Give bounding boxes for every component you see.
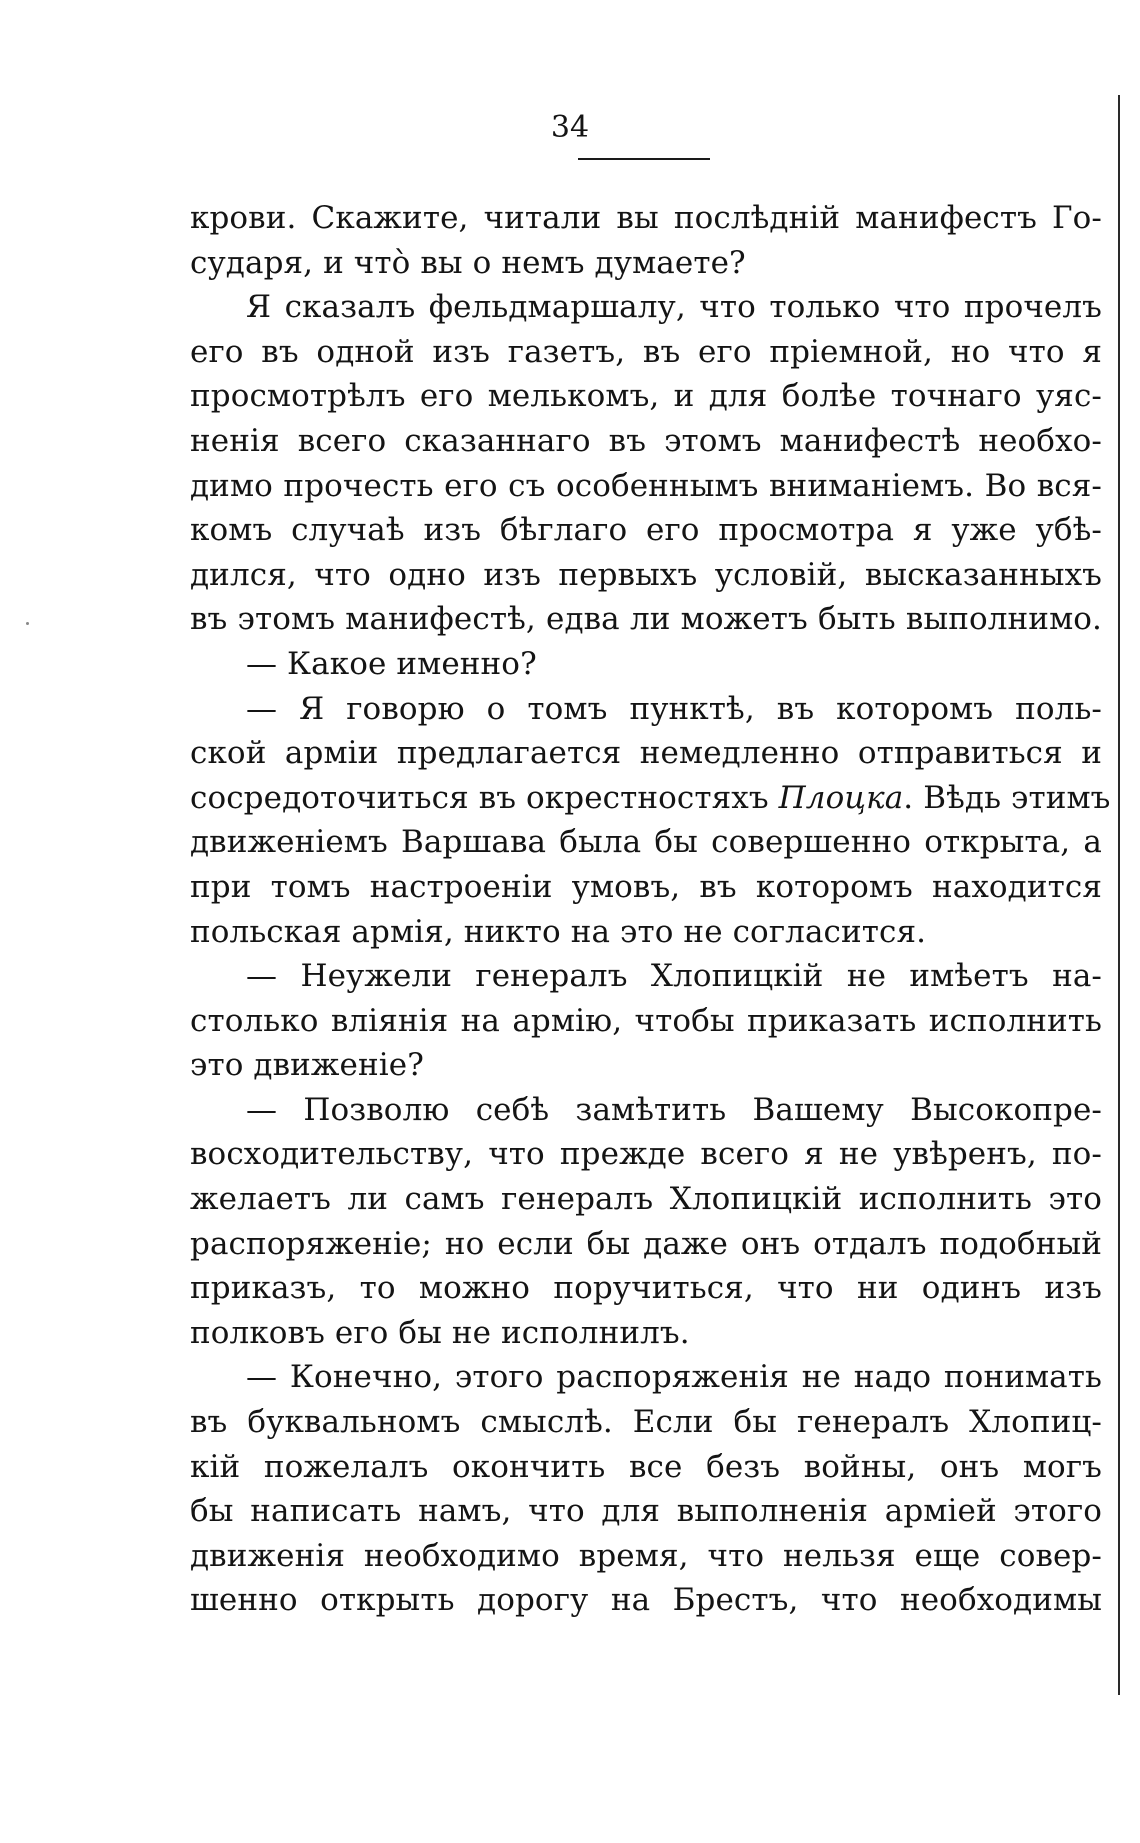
body-text bbox=[190, 196, 1111, 1623]
text-line: ненія всего сказаннаго въ этомъ манифестѣ необхо- bbox=[190, 422, 1102, 459]
text-line: при томъ настроеніи умовъ, въ которомъ находится bbox=[190, 868, 1102, 905]
text-line: сосредоточиться въ окрестностяхъ Плоцка. Вѣдь этимъ bbox=[190, 779, 1111, 816]
text-line: сударя, и что̀ вы о немъ думаете? bbox=[190, 244, 746, 281]
page-number: 34 bbox=[550, 110, 590, 145]
text-line: въ этомъ манифестѣ, едва ли можетъ быть выполнимо. bbox=[190, 601, 1102, 638]
text-line: это движеніе? bbox=[190, 1047, 424, 1084]
page-number-rule bbox=[578, 158, 710, 160]
text-line: кій пожелалъ окончить все безъ войны, онъ могъ bbox=[190, 1448, 1102, 1485]
text-line: полковъ его бы не исполнилъ. bbox=[190, 1314, 690, 1351]
text-line: его въ одной изъ газетъ, въ его пріемной, но что я bbox=[190, 333, 1102, 370]
text-line: шенно открыть дорогу на Брестъ, что необходимы bbox=[190, 1582, 1102, 1619]
text-line: столько вліянія на армію, чтобы приказать исполнить bbox=[190, 1002, 1102, 1039]
text-line: желаетъ ли самъ генералъ Хлопицкій исполнить это bbox=[190, 1181, 1102, 1218]
text-line: — Позволю себѣ замѣтить Вашему Высокопре- bbox=[246, 1091, 1102, 1128]
text-line: просмотрѣлъ его мелькомъ, и для болѣе точнаго уяс- bbox=[190, 378, 1102, 415]
text-line: — Какое именно? bbox=[246, 645, 537, 682]
text-line: — Конечно, этого распоряженія не надо понимать bbox=[246, 1359, 1102, 1396]
text-line: распоряженіе; но если бы даже онъ отдалъ подобный bbox=[190, 1225, 1102, 1262]
text-line: дился, что одно изъ первыхъ условій, высказанныхъ bbox=[190, 556, 1102, 593]
text-line: димо прочесть его съ особеннымъ вниманіемъ. Во вся- bbox=[190, 467, 1102, 504]
text-line: восходительству, что прежде всего я не увѣренъ, по- bbox=[190, 1136, 1102, 1173]
text-line: ской арміи предлагается немедленно отправиться и bbox=[190, 735, 1102, 772]
text-line: — Я говорю о томъ пунктѣ, въ которомъ поль- bbox=[246, 690, 1102, 727]
text-line: движенія необходимо время, что нельзя еще совер- bbox=[190, 1537, 1102, 1574]
text-line: въ буквальномъ смыслѣ. Если бы генералъ Хлопиц- bbox=[190, 1404, 1102, 1441]
text-line: движеніемъ Варшава была бы совершенно открыта, а bbox=[190, 824, 1102, 861]
text-line: — Неужели генералъ Хлопицкій не имѣетъ на- bbox=[246, 958, 1102, 995]
page-edge-line bbox=[1118, 95, 1120, 1695]
italic-place-name: Плоцка bbox=[778, 779, 904, 816]
text-line: бы написать намъ, что для выполненія арміей этого bbox=[190, 1493, 1102, 1530]
text-line: приказъ, то можно поручиться, что ни одинъ изъ bbox=[190, 1270, 1102, 1307]
text-line: комъ случаѣ изъ бѣглаго его просмотра я уже убѣ- bbox=[190, 512, 1102, 549]
text-line: крови. Скажите, читали вы послѣдній манифестъ Го- bbox=[190, 200, 1102, 236]
scan-speck bbox=[26, 622, 29, 625]
text-line: польская армія, никто на это не согласится. bbox=[190, 913, 927, 950]
text-line: Я сказалъ фельдмаршалу, что только что прочелъ bbox=[246, 289, 1102, 326]
